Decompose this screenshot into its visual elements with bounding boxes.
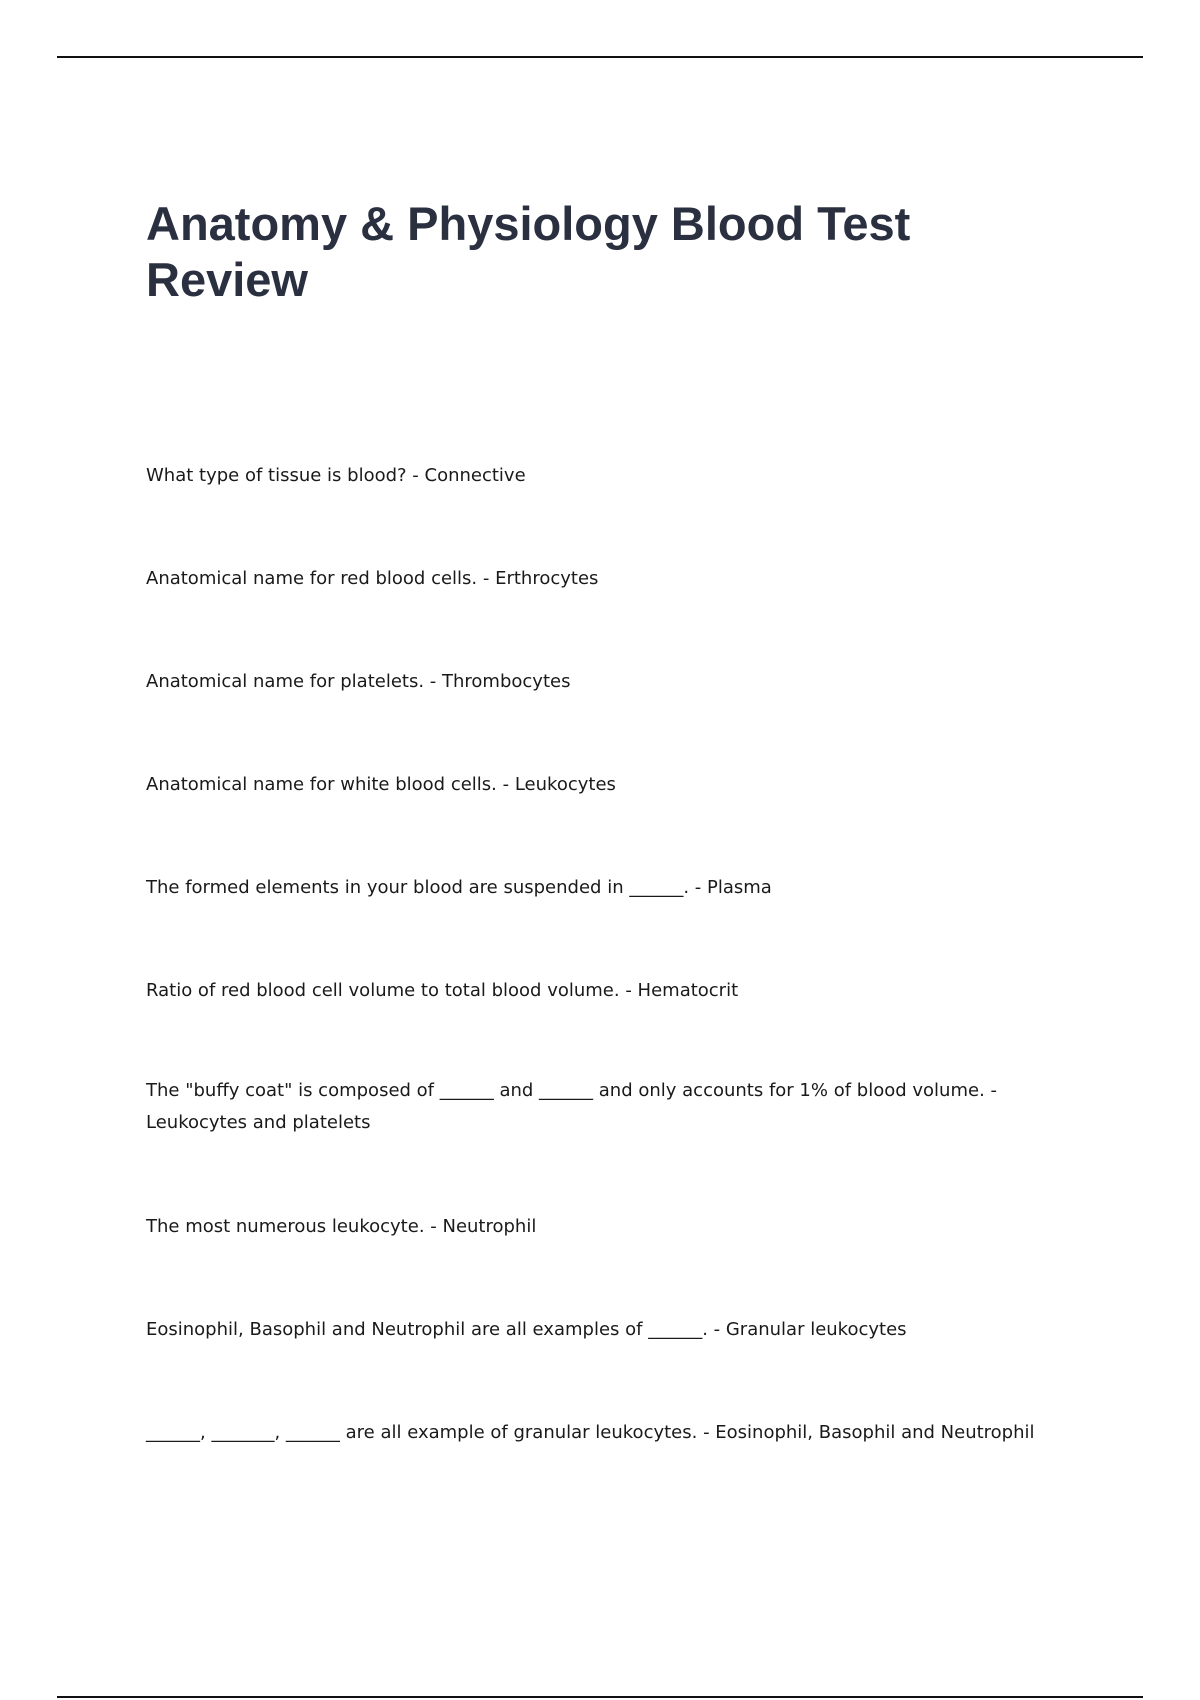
header-rule — [57, 56, 1143, 58]
qa-item: Eosinophil, Basophil and Neutrophil are all examples of ______. - Granular leukocytes — [146, 1319, 907, 1340]
qa-item: The "buffy coat" is composed of ______ and ______ and only accounts for 1% of blood volume. - Leukocytes and platelets — [146, 1080, 998, 1133]
qa-item: The most numerous leukocyte. - Neutrophil — [146, 1216, 537, 1237]
qa-item: Anatomical name for red blood cells. - Erthrocytes — [146, 568, 599, 589]
document-title: Anatomy & Physiology Blood Test Review — [146, 197, 911, 306]
footer-rule — [57, 1696, 1143, 1698]
qa-item: What type of tissue is blood? - Connective — [146, 465, 526, 486]
qa-item: The formed elements in your blood are suspended in ______. - Plasma — [146, 877, 772, 898]
qa-item: Ratio of red blood cell volume to total blood volume. - Hematocrit — [146, 980, 739, 1001]
qa-item: ______, _______, ______ are all example of granular leukocytes. - Eosinophil, Basophil and Neutrophil — [146, 1422, 1035, 1443]
qa-item: Anatomical name for white blood cells. - Leukocytes — [146, 774, 616, 795]
qa-item: Anatomical name for platelets. - Thrombocytes — [146, 671, 571, 692]
